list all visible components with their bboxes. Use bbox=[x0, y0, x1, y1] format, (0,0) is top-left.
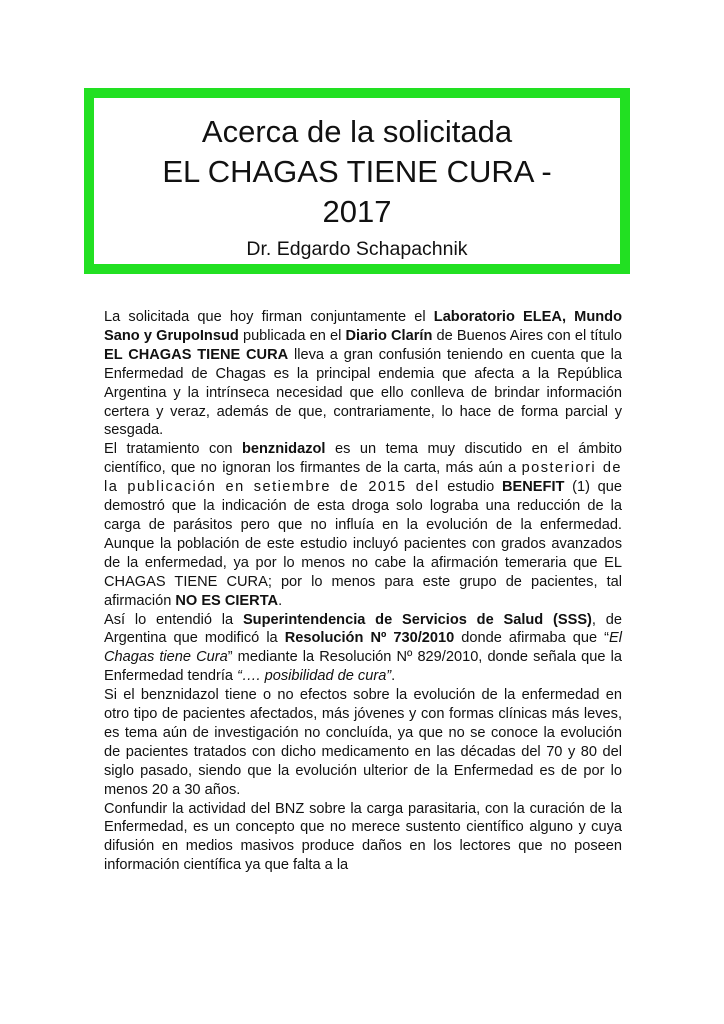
p3-text-3: donde afirmaba que “ bbox=[454, 630, 610, 647]
title-line-3: 2017 bbox=[322, 194, 392, 229]
p3-bold-agency: Superintendencia de Servicios de Salud (SSS) bbox=[242, 611, 592, 628]
p1-text-4: lleva a gran confusión teniendo en cuenta que la Enfermedad de Chagas es la principal endemia que afecta a la República Argentina y la intrínseca necesidad que ello conlleva de brindar información certera y veraz, además de que, contrariamente, lo hace de forma parcial y sesgada. bbox=[104, 346, 622, 439]
paragraph-3 bbox=[104, 611, 622, 687]
article-body bbox=[104, 308, 622, 875]
p2-text-5: . bbox=[278, 592, 283, 609]
p1-text-2: publicada en el bbox=[238, 327, 346, 344]
paragraph-1 bbox=[104, 308, 622, 440]
p3-text-5: . bbox=[391, 668, 396, 685]
p2-text-1: El tratamiento con bbox=[104, 441, 242, 458]
paragraph-5: Confundir la actividad del BNZ sobre la carga parasitaria, con la curación de la Enfermedad, es un concepto que no merece sustento científico alguno y cuya difusión en medios masivos produce daños en los lectores que no poseen información científica ya que falta a la bbox=[104, 800, 622, 874]
p3-text-1: Así lo entendió la bbox=[104, 611, 243, 628]
p1-text-3: de Buenos Aires con el título bbox=[432, 327, 623, 344]
p2-bold-drug: benznidazol bbox=[241, 441, 326, 458]
paragraph-4: Si el benznidazol tiene o no efectos sobre la evolución de la enfermedad en otro tipo de pacientes afectados, más jóvenes y con formas clínicas más leves, es tema aún de investigación no concluída, ya que no se conoce la evolución de pacientes tratados con dicho medicamento en las décadas del 70 y 80 del siglo pasado, siendo que la evolución ulterior de la Enfermedad es de por lo menos 20 a 30 años. bbox=[104, 687, 622, 798]
title-line-2: EL CHAGAS TIENE CURA - bbox=[162, 154, 552, 189]
p1-bold-newspaper: Diario Clarín bbox=[345, 327, 433, 344]
p3-italic-quote: El Chagas tiene Cura bbox=[104, 630, 622, 666]
p1-bold-headline: EL CHAGAS TIENE CURA bbox=[104, 346, 289, 363]
p2-text-3: estudio bbox=[439, 479, 502, 496]
paragraph-2 bbox=[104, 440, 622, 610]
title-box bbox=[84, 88, 630, 274]
p3-text-2: , de Argentina que modificó la bbox=[104, 611, 622, 647]
p3-italic-cure: “…. posibilidad de cura” bbox=[237, 668, 392, 685]
p2-text-4: (1) que demostró que la indicación de esta droga solo lograba una reducción de la carga de parásitos pero que no influía en la evolución de la enfermedad. Aunque la población de este estudio incluyó pacientes con grados avanzados de la enfermedad, ya por lo menos no cabe la afirmación temeraria que EL CHAGAS TIENE CURA; por lo menos para este grupo de pacientes, tal afirmación bbox=[104, 479, 622, 609]
p2-text-spaced: posteriori de la publicación en setiembre de 2015 del bbox=[104, 460, 622, 496]
p1-text-1: La solicitada que hoy firman conjuntamente el bbox=[104, 309, 434, 325]
p2-bold-not-true: NO ES CIERTA bbox=[175, 592, 279, 609]
author-name: Dr. Edgardo Schapachnik bbox=[246, 238, 468, 260]
p3-bold-resolution: Resolución Nº 730/2010 bbox=[284, 630, 455, 647]
p2-text-2: es un tema muy discutido en el ámbito científico, que no ignoran los firmantes de la carta, más aún a bbox=[104, 441, 622, 477]
p2-bold-study: BENEFIT bbox=[501, 479, 565, 496]
p1-bold-sponsors: Laboratorio ELEA, Mundo Sano y GrupoInsud bbox=[104, 309, 622, 344]
title-line-1: Acerca de la solicitada bbox=[201, 114, 513, 149]
p3-text-4: ” mediante la Resolución Nº 829/2010, donde señala que la Enfermedad tendría bbox=[104, 649, 622, 685]
